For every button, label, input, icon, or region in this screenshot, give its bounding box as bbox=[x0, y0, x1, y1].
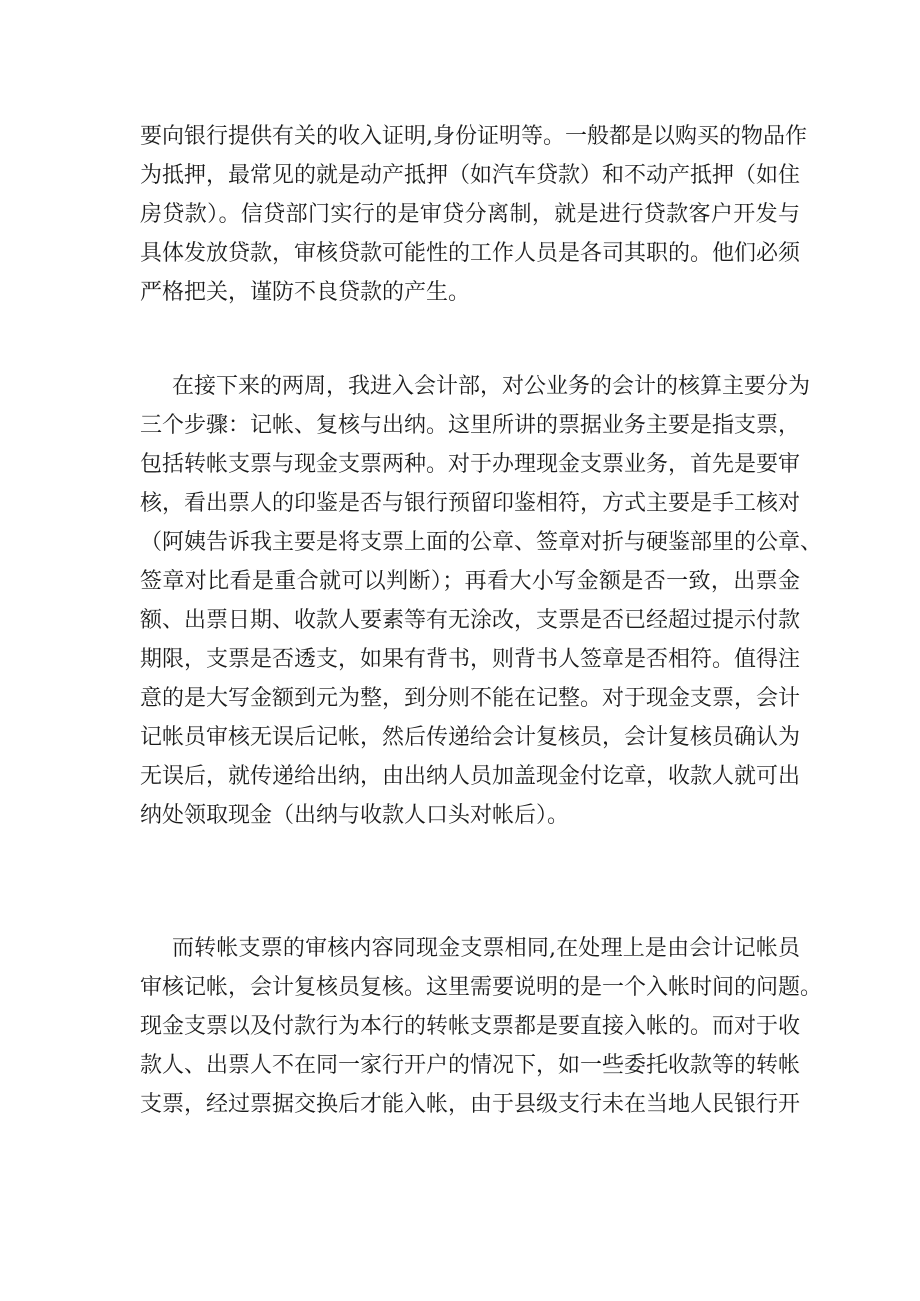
text-line: 期限，支票是否透支，如果有背书，则背书人签章是否相符。值得注 bbox=[140, 647, 801, 672]
text-line: 记帐员审核无误后记帐，然后传递给会计复核员，会计复核员确认为 bbox=[140, 725, 801, 750]
paragraph-accounting-department bbox=[140, 367, 823, 835]
text-line: 纳处领取现金（出纳与收款人口头对帐后）。 bbox=[140, 803, 570, 828]
paragraph-transfer-check bbox=[140, 929, 823, 1124]
text-line: 核，看出票人的印鉴是否与银行预留印鉴相符，方式主要是手工核对 bbox=[140, 491, 801, 516]
text-line: 意的是大写金额到元为整，到分则不能在记整。对于现金支票，会计 bbox=[140, 686, 801, 711]
text-line: 支票，经过票据交换后才能入帐，由于县级支行未在当地人民银行开 bbox=[140, 1092, 801, 1117]
text-line: 而转帐支票的审核内容同现金支票相同,在处理上是由会计记帐员 bbox=[172, 936, 800, 961]
text-line: 为抵押，最常见的就是动产抵押（如汽车贷款）和不动产抵押（如住 bbox=[140, 163, 801, 188]
text-line: 要向银行提供有关的收入证明,身份证明等。一般都是以购买的物品作 bbox=[140, 124, 807, 149]
text-line: 审核记帐，会计复核员复核。这里需要说明的是一个入帐时间的问题。 bbox=[140, 975, 823, 1000]
text-line: 无误后，就传递给出纳，由出纳人员加盖现金付讫章，收款人就可出 bbox=[140, 764, 801, 789]
text-line: 签章对比看是重合就可以判断）；再看大小写金额是否一致，出票金 bbox=[140, 569, 800, 594]
text-line: 包括转帐支票与现金支票两种。对于办理现金支票业务，首先是要审 bbox=[140, 452, 801, 477]
text-line: 三个步骤：记帐、复核与出纳。这里所讲的票据业务主要是指支票， bbox=[140, 413, 801, 438]
text-line: 房贷款）。信贷部门实行的是审贷分离制，就是进行贷款客户开发与 bbox=[140, 202, 800, 227]
paragraph-loan-review bbox=[140, 117, 807, 312]
text-line: 额、出票日期、收款人要素等有无涂改，支票是否已经超过提示付款 bbox=[140, 608, 801, 633]
text-line: 现金支票以及付款行为本行的转帐支票都是要直接入帐的。而对于收 bbox=[140, 1014, 801, 1039]
text-line: 在接下来的两周，我进入会计部，对公业务的会计的核算主要分为 bbox=[172, 374, 811, 399]
text-line: 款人、出票人不在同一家行开户的情况下，如一些委托收款等的转帐 bbox=[140, 1053, 801, 1078]
text-line: 严格把关，谨防不良贷款的产生。 bbox=[140, 280, 471, 305]
text-line: 具体发放贷款，审核贷款可能性的工作人员是各司其职的。他们必须 bbox=[140, 241, 801, 266]
text-line: （阿姨告诉我主要是将支票上面的公章、签章对折与硬鉴部里的公章、 bbox=[140, 530, 823, 555]
